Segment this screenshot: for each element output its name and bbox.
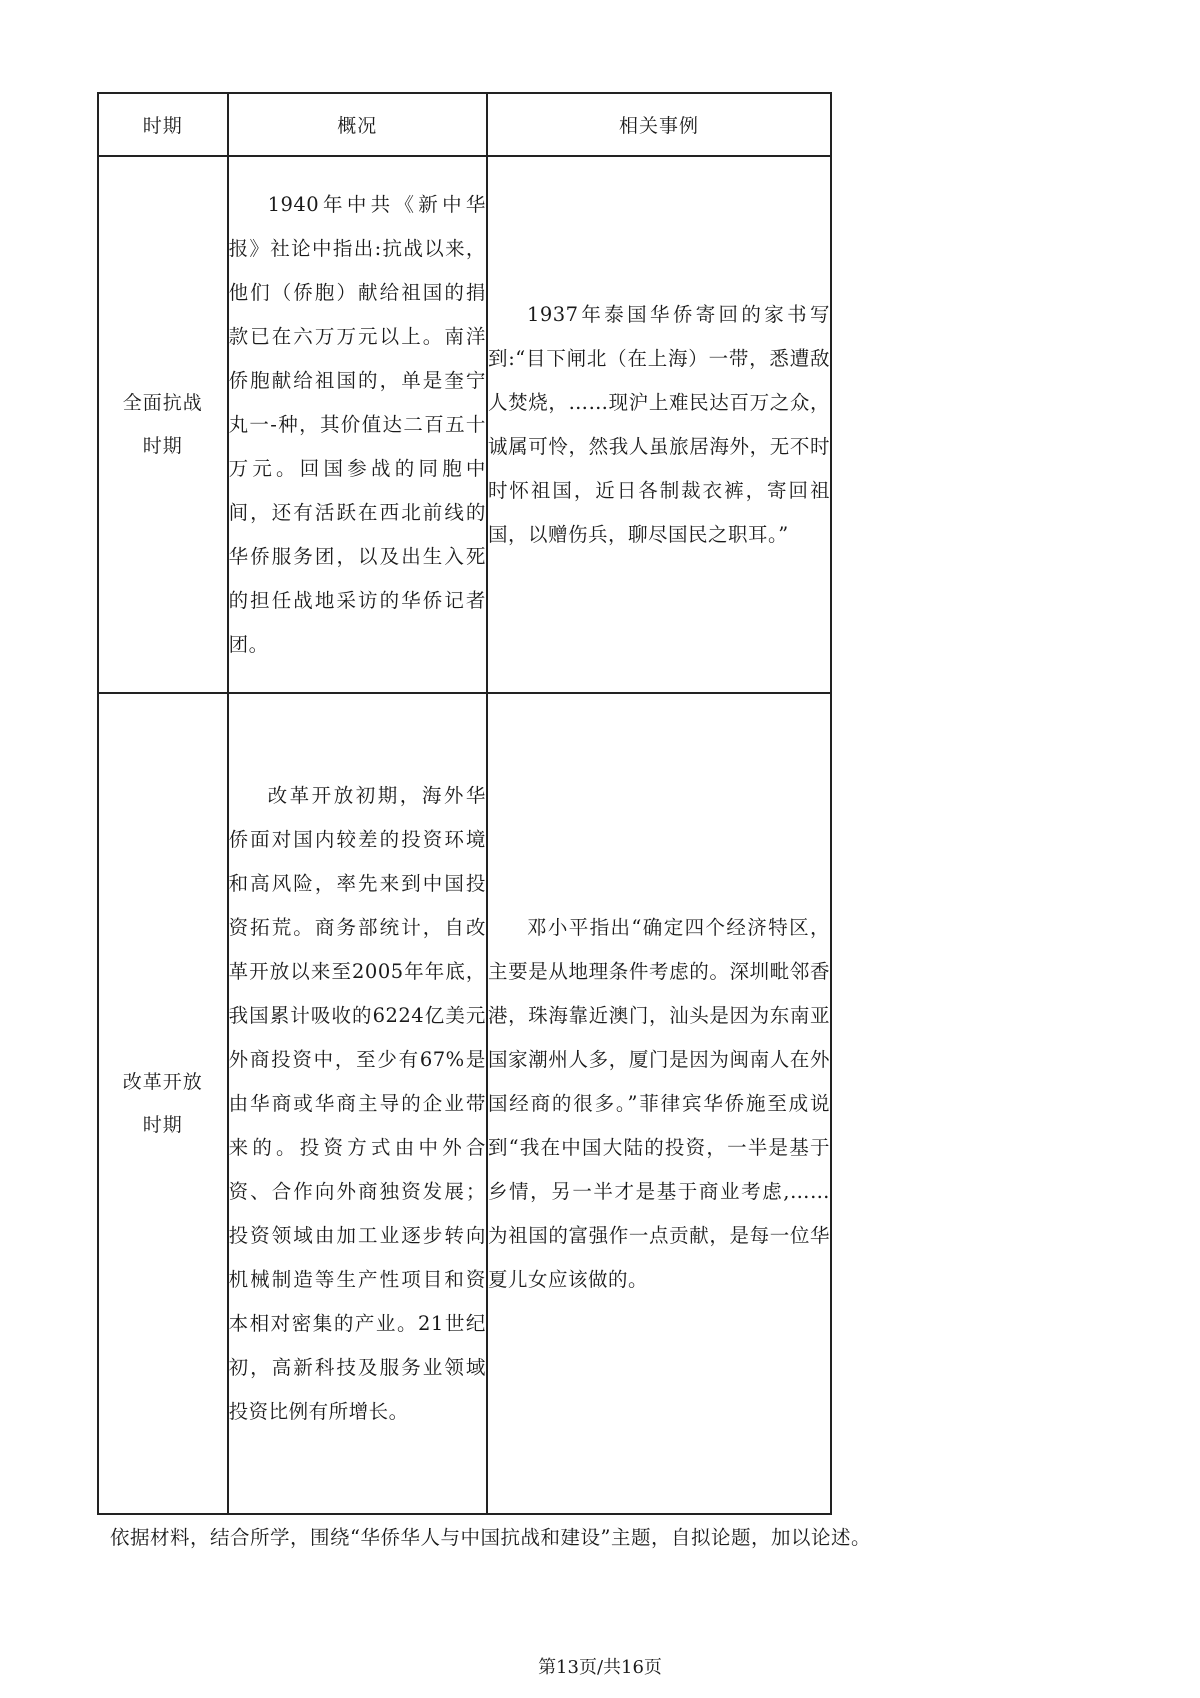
overview-text: 1940年中共《新中华报》社论中指出:抗战以来，他们（侨胞）献给祖国的捐款已在六万万元以上。南洋侨胞献给祖国的，单是奎宁丸一-种，其价值达二百五十万元。回国参战的同胞中间，还有活跃在西北前线的华侨服务团，以及出生入死的担任战地采访的华侨记者团。 [228,192,486,656]
header-period: 时期 [98,93,228,156]
overview-text: 改革开放初期，海外华侨面对国内较差的投资环境和高风险，率先来到中国投资拓荒。商务部统计，自改革开放以来至2005年年底，我国累计吸收的6224亿美元外商投资中，至少有67%是由华商或华商主导的企业带来的。投资方式由中外合资、合作向外商独资发展；投资领域由加工业逐步转向机械制造等生产性项目和资本相对密集的产业。21世纪初，高新科技及服务业领域投资比例有所增长。 [228,783,486,1423]
header-overview: 概况 [228,93,487,156]
page-number: 第13页/共16页 [538,1657,662,1678]
material-table [97,92,832,1515]
overview-cell [228,156,487,693]
header-examples: 相关事例 [487,93,831,156]
example-cell [487,156,831,693]
period-cell [98,693,228,1514]
example-text: 1937年泰国华侨寄回的家书写到:“目下闸北（在上海）一带，悉遭敌人焚烧，……现沪上难民达百万之众，诚属可怜，然我人虽旅居海外，无不时时怀祖国，近日各制裁衣裤，寄回祖国，以赠伤兵，聊尽国民之职耳。” [487,302,830,546]
question-prompt: 依据材料，结合所学，围绕“华侨华人与中国抗战和建设”主题，自拟论题，加以论述。 [110,1526,871,1549]
period-cell [98,156,228,693]
table-header-row [98,93,831,156]
table-row [98,156,831,693]
table-row [98,693,831,1514]
period-label-line2: 时期 [142,434,183,457]
example-cell [487,693,831,1514]
period-label-line2: 时期 [142,1113,183,1136]
example-text: 邓小平指出“确定四个经济特区，主要是从地理条件考虑的。深圳毗邻香港，珠海靠近澳门，汕头是因为东南亚国家潮州人多，厦门是因为闽南人在外国经商的很多。”菲律宾华侨施至成说到“我在中国大陆的投资，一半是基于乡情，另一半才是基于商业考虑,……为祖国的富强作一点贡献，是每一位华夏儿女应该做的。 [487,915,830,1291]
period-label-line1: 全面抗战 [122,391,203,414]
overview-cell [228,693,487,1514]
period-label-line1: 改革开放 [122,1070,203,1093]
